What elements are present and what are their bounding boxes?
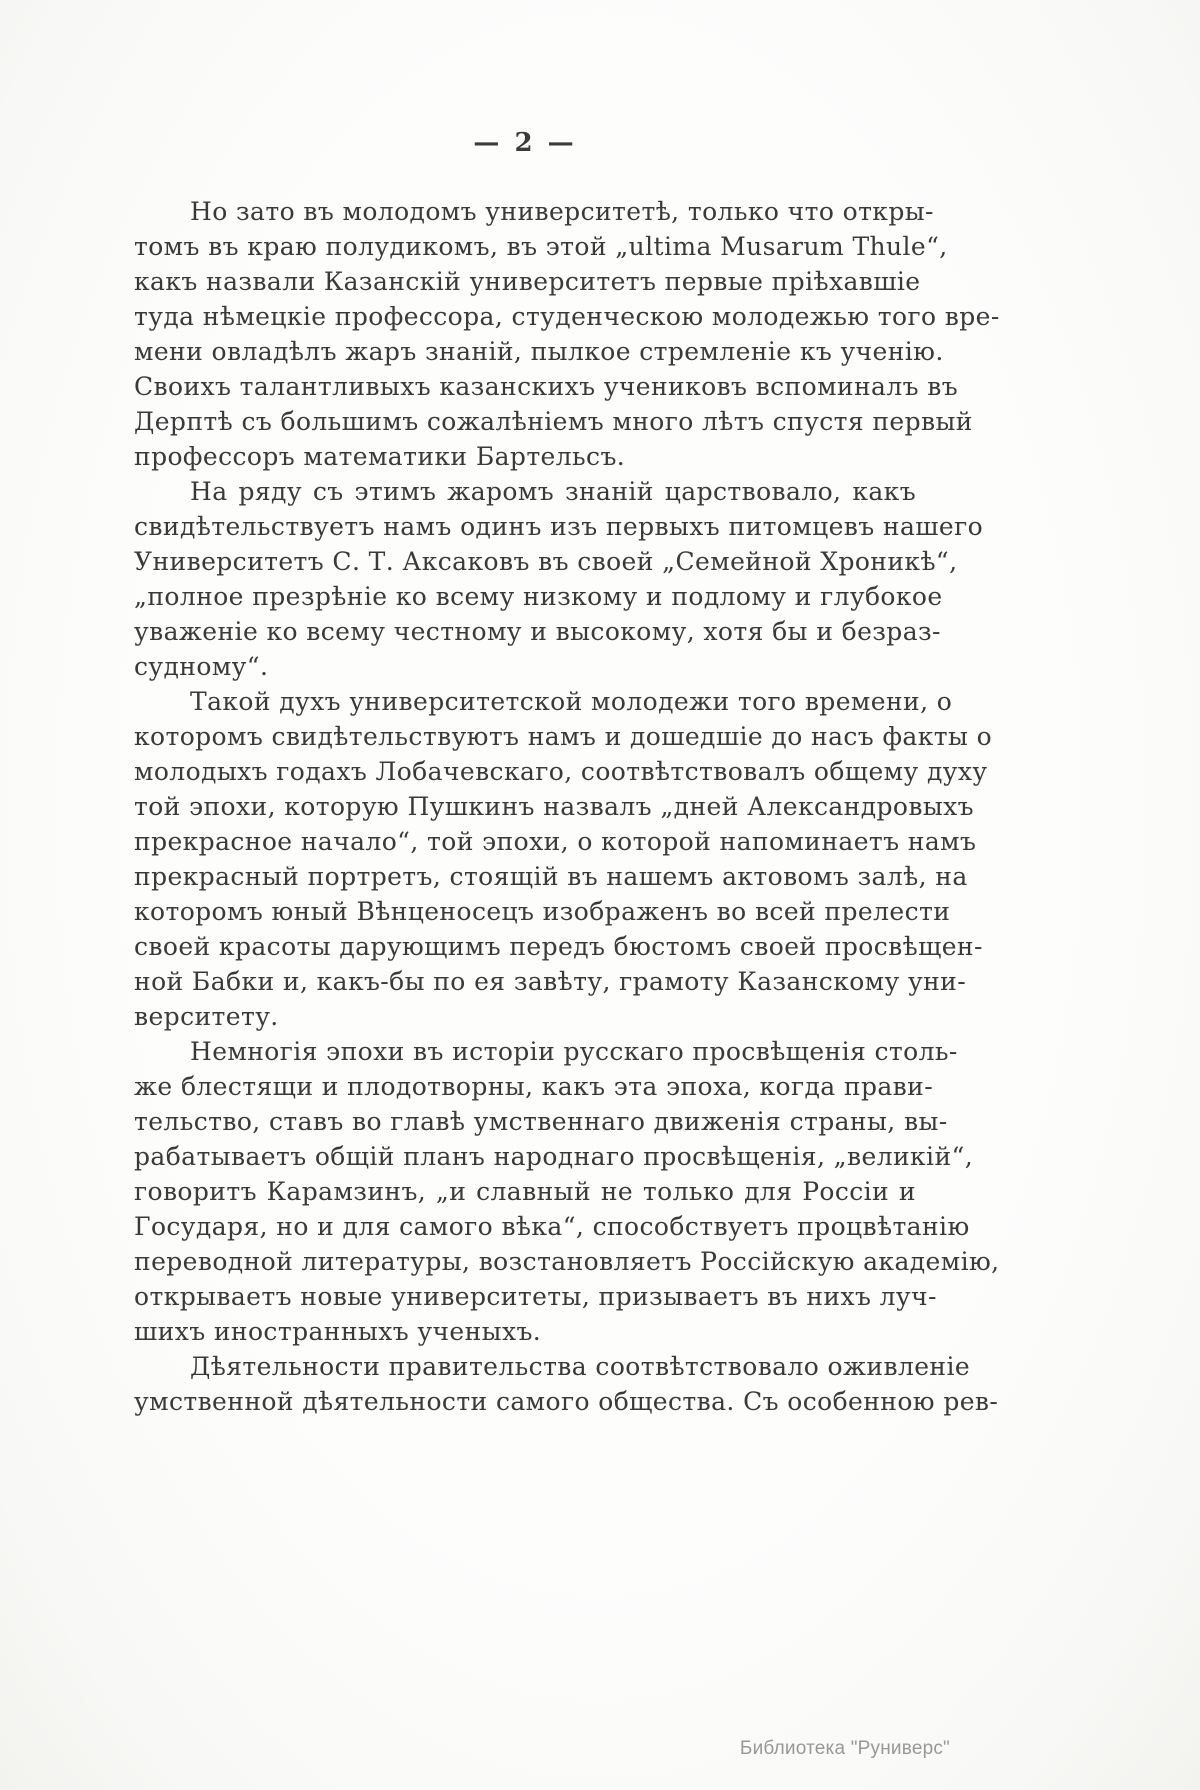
text-line: открываетъ новые университеты, призываетъ въ нихъ луч- [134,1282,937,1311]
text-line: умственной дѣятельности самого общества. Съ особенною рев- [134,1387,999,1416]
text-line: молодыхъ годахъ Лобачевскаго, соотвѣтствовалъ общему духу [134,757,988,786]
text-line: тельство, ставъ во главѣ умственнаго движенія страны, вы- [134,1107,948,1136]
text-line: Но зато въ молодомъ университетѣ, только что откры- [190,197,934,226]
text-line: верситету. [134,1002,279,1031]
text-line: Государя, но и для самого вѣка“, способствуетъ процвѣтанію [134,1212,970,1241]
text-line: своей красоты дарующимъ передъ бюстомъ своей просвѣщен- [134,932,983,961]
text-block [134,194,1000,1419]
text-line: томъ въ краю полудикомъ, въ этой „ultima Musarum Thule“, [134,232,948,261]
text-line: какъ назвали Казанскій университетъ первые пріѣхавшіе [134,267,921,296]
text-line: прекрасное начало“, той эпохи, о которой напоминаетъ намъ [134,827,977,856]
paragraph [134,194,1000,474]
text-line: Своихъ талантливыхъ казанскихъ учениковъ вспоминалъ въ [134,372,959,401]
paragraph [134,684,993,1034]
text-line: уваженіе ко всему честному и высокому, хотя бы и безраз- [134,617,941,646]
text-line: судному“. [134,652,269,681]
text-line: ной Бабки и, какъ-бы по ея завѣту, грамоту Казанскому уни- [134,967,967,996]
text-line: Дѣятельности правительства соотвѣтствовало оживленіе [190,1352,971,1381]
text-line: свидѣтельствуетъ намъ одинъ изъ первыхъ питомцевъ нашего [134,512,984,541]
text-line: Такой духъ университетской молодежи того времени, о [190,687,953,716]
text-line: На ряду съ этимъ жаромъ знаній царствовало, какъ [190,477,916,506]
text-line: шихъ иностранныхъ ученыхъ. [134,1317,542,1346]
paragraph [134,1349,999,1419]
text-line: переводной литературы, возстановляетъ Россійскую академію, [134,1247,1000,1276]
text-line: „полное презрѣніе ко всему низкому и подлому и глубокое [134,582,943,611]
text-line: прекрасный портретъ, стоящій въ нашемъ актовомъ залѣ, на [134,862,968,891]
text-line: которомъ свидѣтельствуютъ намъ и дошедшіе до насъ факты о [134,722,993,751]
text-line: которомъ юный Вѣнценосецъ изображенъ во всей прелести [134,897,951,926]
paragraph [134,474,984,684]
text-line: Университетъ С. Т. Аксаковъ въ своей „Семейной Хроникѣ“, [134,547,958,576]
text-line: той эпохи, которую Пушкинъ назвалъ „дней Александровыхъ [134,792,974,821]
text-line: Немногія эпохи въ исторіи русскаго просвѣщенія столь- [190,1037,958,1066]
text-line: профессоръ математики Бартельсъ. [134,442,626,471]
paragraph [134,1034,1000,1349]
text-line: же блестящи и плодотворны, какъ эта эпоха, когда прави- [134,1072,934,1101]
library-watermark: Библиотека "Руниверс" [739,1738,950,1759]
text-line: рабатываетъ общій планъ народнаго просвѣщенія, „великій“, [134,1142,974,1171]
text-line: говоритъ Карамзинъ, „и славный не только для Россіи и [134,1177,916,1206]
page-number: — 2 — [473,128,577,158]
text-line: мени овладѣлъ жаръ знаній, пылкое стремленіе къ ученію. [134,337,944,366]
text-line: туда нѣмецкіе профессора, студенческою молодежью того вре- [134,302,1000,331]
text-line: Дерптѣ съ большимъ сожалѣніемъ много лѣтъ спустя первый [134,407,973,436]
